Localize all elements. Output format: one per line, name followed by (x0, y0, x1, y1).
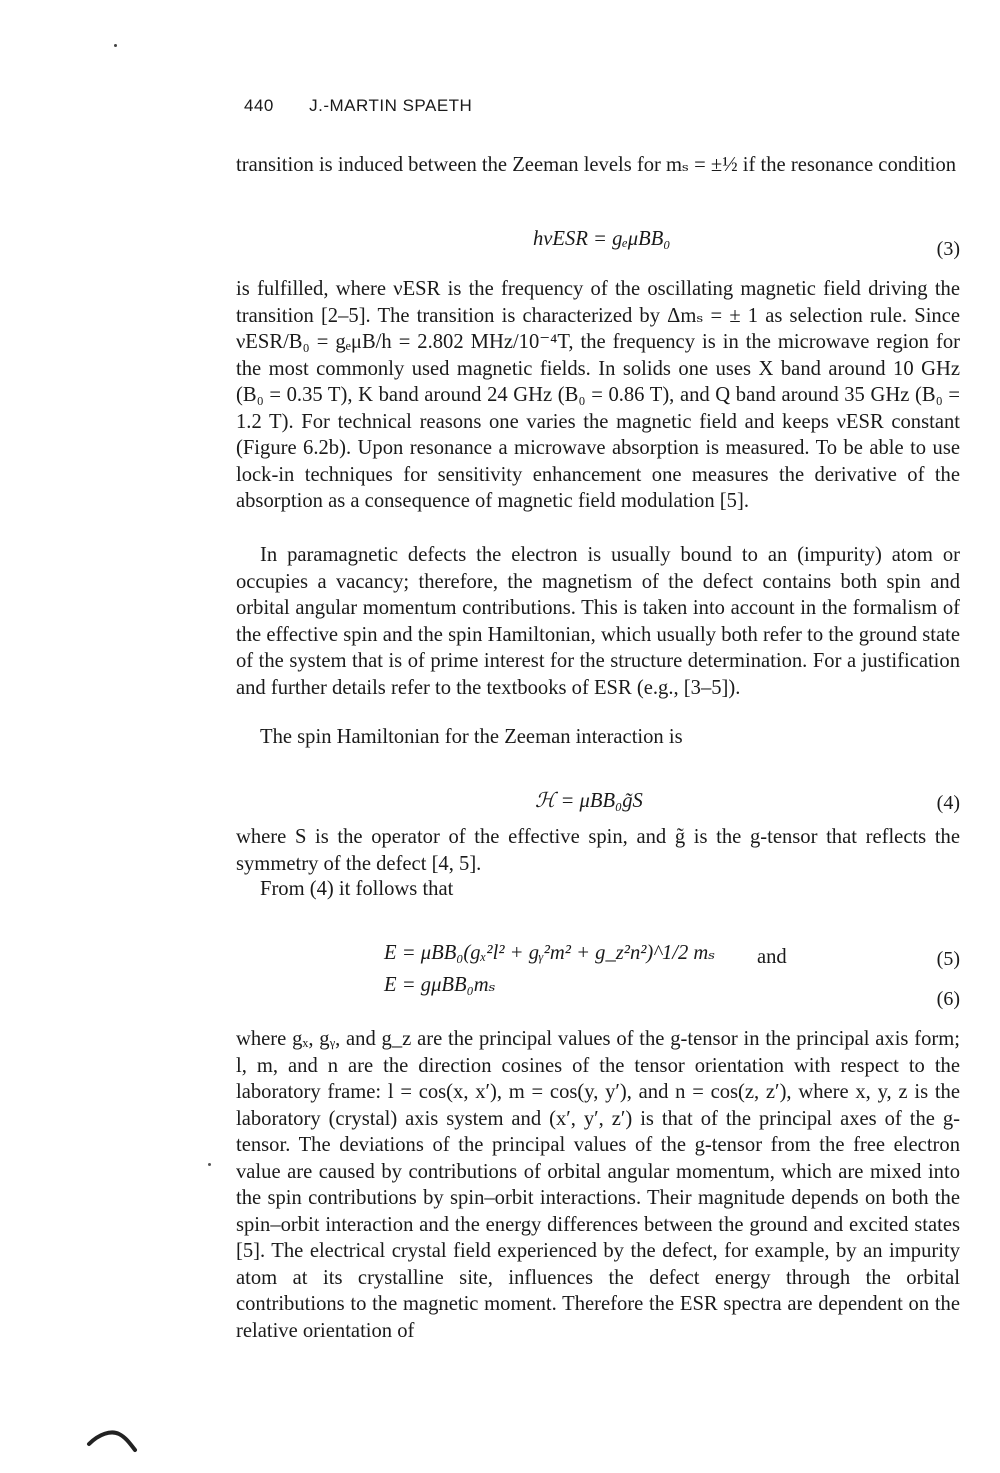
equation-number-4: (4) (936, 792, 960, 814)
paragraph-6 (236, 876, 960, 903)
scan-mark (85, 1420, 145, 1460)
paragraph-4 (236, 724, 960, 751)
paragraph-text: The spin Hamiltonian for the Zeeman interaction is (260, 726, 683, 748)
paragraph-text: where S is the operator of the effective spin, and g̃ is the g-tensor that reflects the symmetry of the defect [4, 5]. (236, 826, 960, 875)
equation-5: E = μBB₀(gₓ²l² + gᵧ²m² + g_z²n²)^1/2 mₛ (384, 942, 716, 964)
paragraph-text: In paramagnetic defects the electron is usually bound to an (impurity) atom or occupies a vacancy; therefore, the magnetism of the defect contains both spin and orbital angular momentum contributions. This is taken into account in the formalism of the effective spin and the spin Hamiltonian, which usually both refer to the ground state of the system that is of prime interest for the structure determination. For a justification and further details refer to the textbooks of ESR (e.g., [3–5]). (236, 544, 960, 699)
equation-6: E = gμBB₀mₛ (384, 974, 496, 996)
page-number: 440 (244, 96, 274, 115)
running-header (244, 96, 472, 116)
paragraph-text: is fulfilled, where νESR is the frequency of the oscillating magnetic field driving the transition [2–5]. The transition is characterized by Δmₛ = ± 1 as selection rule. Since νESR/B₀ = gₑμB/h = 2.802 MHz/10⁻⁴T, the frequency is in the microwave region for the most commonly used magnetic fields. In solids one uses X band around 10 GHz (B₀ = 0.35 T), K band around 24 GHz (B₀ = 0.86 T), and Q band around 35 GHz (B₀ = 1.2 T). For technical reasons one varies the magnetic field and keeps νESR constant (Figure 6.2b). Upon resonance a microwave absorption is measured. To be able to use lock-in techniques for sensitivity enhancement one measures the derivative of the absorption as a consequence of magnetic field modulation [5]. (236, 278, 960, 512)
equation-number-6: (6) (936, 988, 960, 1010)
equation-connector: and (757, 946, 787, 968)
equation-number-3: (3) (936, 238, 960, 260)
equation-3: hνESR = gₑμBB₀ (533, 228, 671, 250)
scan-speck (114, 44, 117, 47)
paragraph-text: where gₓ, gᵧ, and g_z are the principal values of the g-tensor in the principal axis form; l, m, and n are the direction cosines of the tensor orientation with respect to the laboratory frame: l = cos(x, x′), m = cos(y, y′), and n = cos(z, z′), where x, y, z is the laboratory (crystal) axis system and (x′, y′, z′) is that of the principal axes of the g-tensor. The deviations of the principal values of the g-tensor from the free electron value are caused by contributions of orbital angular momentum, which are mixed into the spin contributions by spin–orbit interactions. Their magnitude depends on both the spin–orbit interaction and the energy differences between the ground and excited states [5]. The electrical crystal field experienced by the defect, for example, by an impurity atom at its crystalline site, influences the defect energy through the orbital contributions to the magnetic moment. Therefore the ESR spectra are dependent on the relative orientation of (236, 1028, 960, 1342)
equation-number-5: (5) (936, 948, 960, 970)
paragraph-text: From (4) it follows that (260, 878, 454, 900)
margin-dot (208, 1163, 211, 1166)
paragraph-3 (236, 542, 960, 701)
paragraph-text: transition is induced between the Zeeman levels for mₛ = ±½ if the resonance condition (236, 154, 957, 176)
paragraph-2 (236, 276, 960, 515)
paragraph-1 (236, 152, 960, 179)
paragraph-7 (236, 1026, 960, 1344)
paragraph-5 (236, 824, 960, 877)
running-author: J.-MARTIN SPAETH (309, 96, 473, 115)
equation-4: ℋ = μBB₀g̃S (535, 790, 643, 812)
